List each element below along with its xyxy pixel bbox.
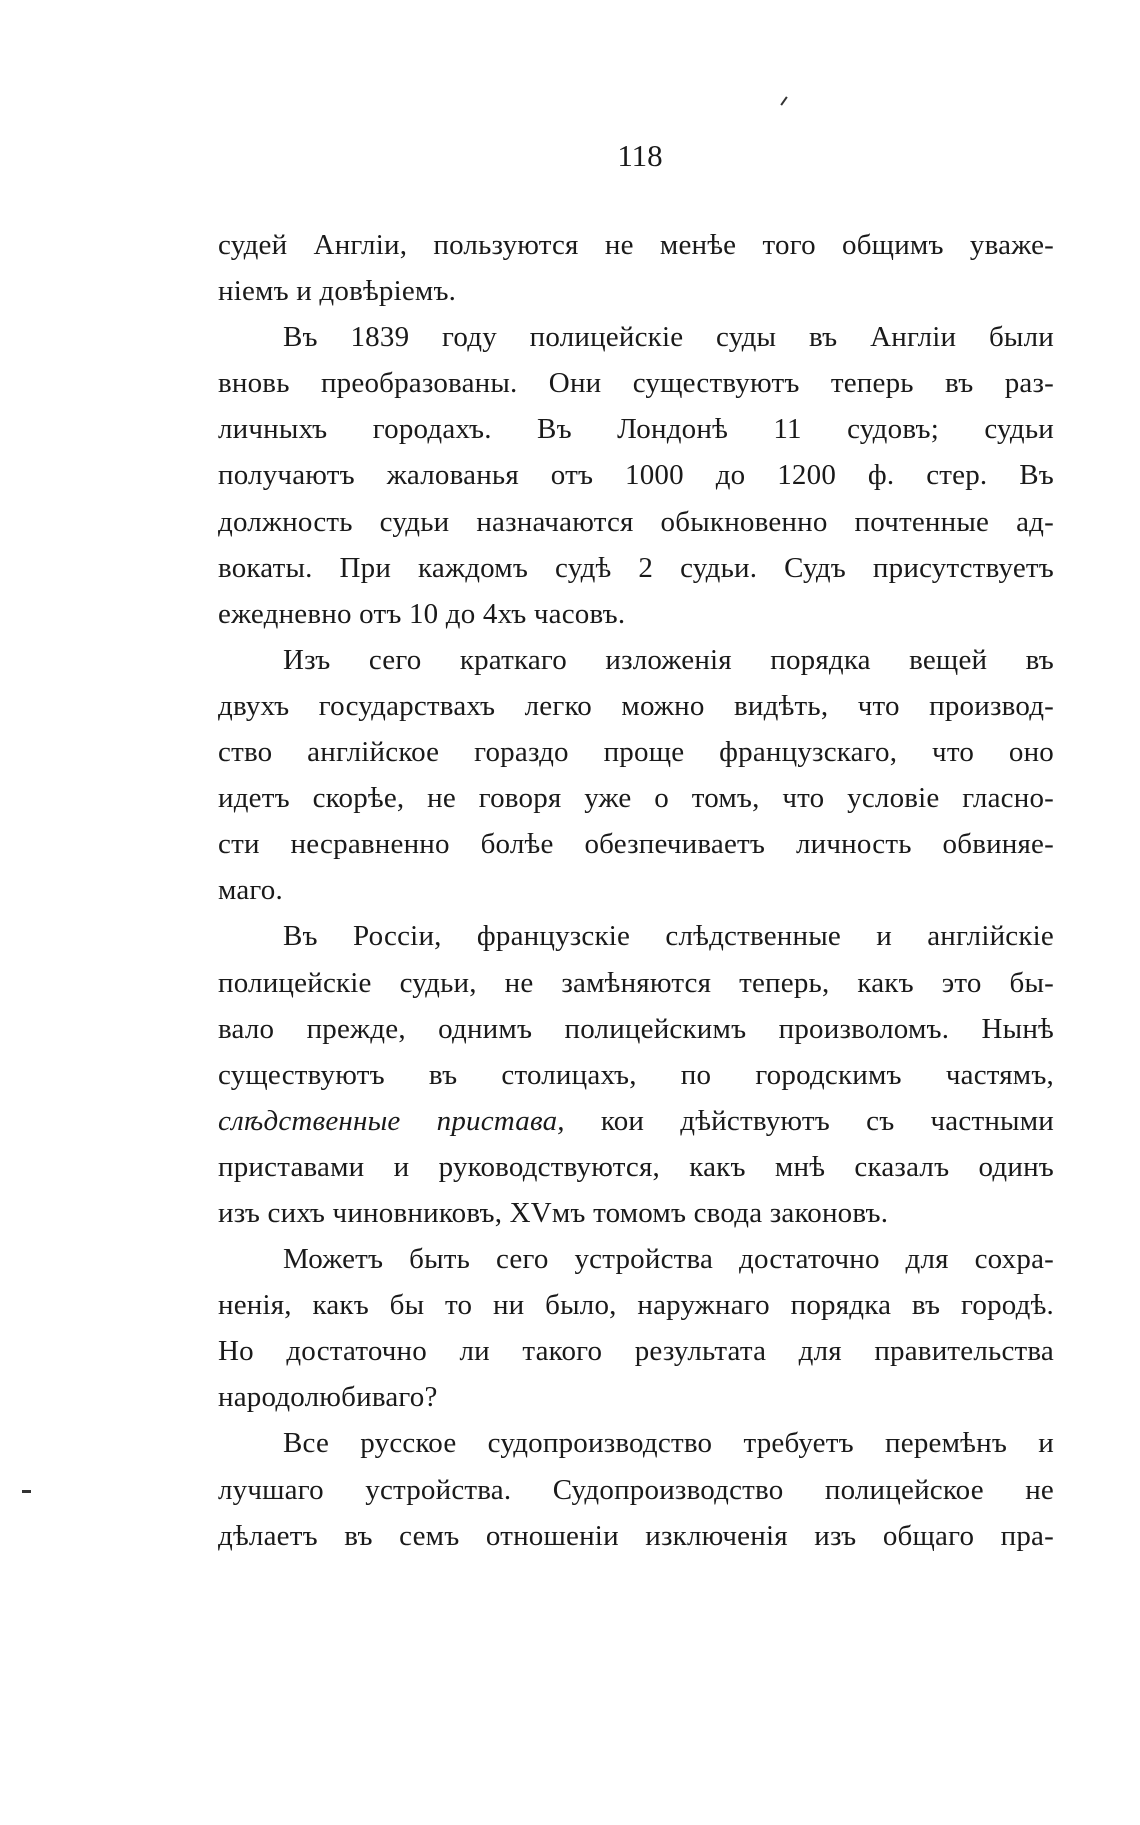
text-segment: приставами и руководствуются, какъ мнѣ сказалъ одинъ: [218, 1150, 1054, 1183]
text-segment: двухъ государствахъ легко можно видѣть, что производ-: [218, 689, 1054, 722]
text-segment: маго.: [218, 874, 283, 907]
text-line: [218, 1513, 1054, 1559]
text-line: [218, 867, 1054, 913]
text-line: [218, 1282, 1054, 1328]
text-line: [218, 960, 1054, 1006]
text-segment: ніемъ и довѣріемъ.: [218, 275, 457, 308]
stray-mark: [780, 96, 787, 105]
text-line: [218, 360, 1054, 406]
text-segment: должность судьи назначаются обыкновенно почтенные ад-: [218, 505, 1054, 538]
text-segment: Все русское судопроизводство требуетъ перемѣнъ и: [283, 1427, 1054, 1460]
text-line: [218, 268, 1054, 314]
text-segment: ненія, какъ бы то ни было, наружнаго порядка въ городѣ.: [218, 1289, 1054, 1322]
text-segment: Но достаточно ли такого результата для правительства: [218, 1335, 1054, 1368]
paragraph-first-line: [218, 637, 1054, 683]
paragraph-first-line: [218, 314, 1054, 360]
text-line: [218, 1098, 1054, 1144]
paragraph-first-line: [218, 913, 1054, 959]
text-segment: сти несравненно болѣе обезпечиваетъ личность обвиняе-: [218, 828, 1054, 861]
text-segment: Въ Россіи, французскіе слѣдственные и англійскіе: [283, 920, 1054, 953]
text-segment: лучшаго устройства. Судопроизводство полицейское не: [218, 1473, 1054, 1506]
text-line: [218, 222, 1054, 268]
text-line: [218, 729, 1054, 775]
text-segment: получаютъ жалованья отъ 1000 до 1200 ф. стер. Въ: [218, 459, 1054, 492]
text-segment: полицейскіе судьи, не замѣняются теперь, какъ это бы-: [218, 966, 1054, 999]
text-segment: народолюбиваго?: [218, 1381, 438, 1414]
text-line: [218, 545, 1054, 591]
paragraph-first-line: [218, 1420, 1054, 1466]
body-text: [218, 222, 1054, 1559]
text-line: [218, 1374, 1054, 1420]
text-segment: ство англійское гораздо проще французскаго, что оно: [218, 736, 1054, 769]
text-line: [218, 1467, 1054, 1513]
text-line: [218, 1052, 1054, 1098]
text-line: [218, 775, 1054, 821]
text-segment: вновь преобразованы. Они существуютъ теперь въ раз-: [218, 367, 1054, 400]
text-line: [218, 821, 1054, 867]
text-segment: существуютъ въ столицахъ, по городскимъ частямъ,: [218, 1058, 1054, 1091]
text-segment: Можетъ быть сего устройства достаточно для сохра-: [283, 1243, 1054, 1276]
text-segment: Изъ сего краткаго изложенія порядка вещей въ: [283, 643, 1054, 676]
text-segment: вокаты. При каждомъ судѣ 2 судьи. Судъ присутствуетъ: [218, 551, 1054, 584]
text-segment: Въ 1839 году полицейскіе суды въ Англіи были: [283, 321, 1054, 354]
stray-mark: [22, 1490, 31, 1493]
text-segment: личныхъ городахъ. Въ Лондонѣ 11 судовъ; судьи: [218, 413, 1054, 446]
text-line: [218, 683, 1054, 729]
text-segment: ежедневно отъ 10 до 4хъ часовъ.: [218, 597, 626, 630]
text-line: [218, 406, 1054, 452]
italic-text: слѣдственные пристава,: [218, 1104, 565, 1137]
page-number: 118: [617, 138, 663, 173]
text-line: [218, 452, 1054, 498]
paragraph-first-line: [218, 1236, 1054, 1282]
text-line: [218, 1328, 1054, 1374]
text-line: [218, 1190, 1054, 1236]
text-segment: дѣлаетъ въ семъ отношеніи изключенія изъ общаго пра-: [218, 1519, 1054, 1552]
text-segment: изъ сихъ чиновниковъ, XVмъ томомъ свода законовъ.: [218, 1196, 889, 1229]
text-line: [218, 1144, 1054, 1190]
text-segment: кои дѣйствуютъ съ частными: [564, 1104, 1054, 1137]
text-segment: вало прежде, однимъ полицейскимъ произволомъ. Нынѣ: [218, 1012, 1054, 1045]
text-line: [218, 1006, 1054, 1052]
text-segment: идетъ скорѣе, не говоря уже о томъ, что условіе гласно-: [218, 782, 1054, 815]
text-line: [218, 499, 1054, 545]
text-line: [218, 591, 1054, 637]
text-segment: судей Англіи, пользуются не менѣе того общимъ уваже-: [218, 229, 1054, 261]
